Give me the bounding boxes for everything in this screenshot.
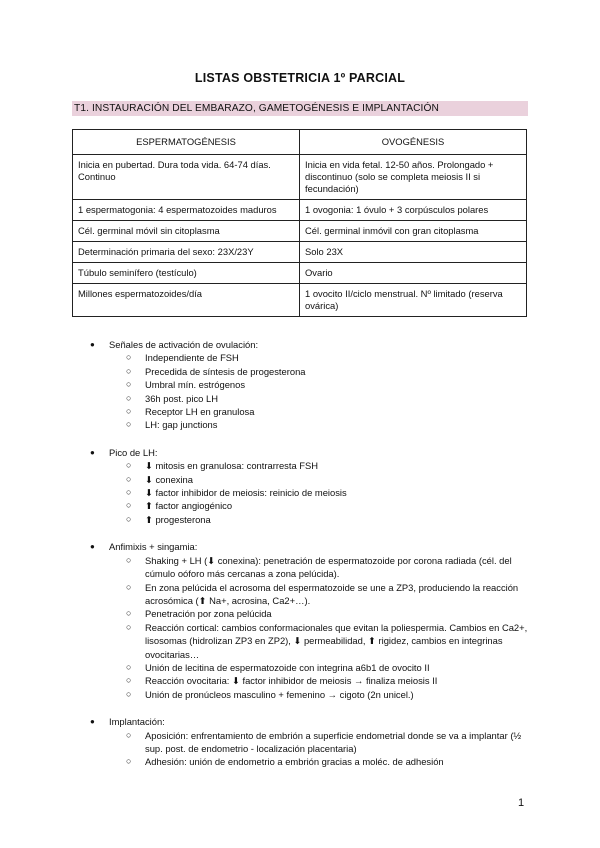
sub-list-text: Unión de lecitina de espermatozoide con integrina a6b1 de ovocito II [145,661,430,673]
circle-bullet-icon: ○ [126,621,132,632]
bullet-icon: ● [90,447,95,457]
sub-list-item [126,513,530,526]
circle-bullet-icon: ○ [126,379,132,390]
circle-bullet-icon: ○ [126,392,132,403]
circle-bullet-icon: ○ [126,473,132,484]
circle-bullet-icon: ○ [126,661,132,672]
table-cell: Ovario [300,263,527,284]
table-cell: Cél. germinal inmóvil con gran citoplasma [300,221,527,242]
sub-list-item [126,674,530,687]
page-number: 1 [518,797,525,809]
table-row [73,284,527,317]
sub-list-text: Receptor LH en granulosa [145,406,255,418]
sub-list-text: Aposición: enfrentamiento de embrión a superficie endometrial donde se va a implantar (½ sup. post. de endometrio - localización placentaria) [145,729,522,754]
sub-list-item [126,486,530,499]
circle-bullet-icon: ○ [126,675,132,686]
section-heading: T1. INSTAURACIÓN DEL EMBARAZO, GAMETOGÉNESIS E IMPLANTACIÓN [72,101,528,116]
column-header: OVOGÉNESIS [300,130,527,155]
circle-bullet-icon: ○ [126,581,132,592]
table-cell: Inicia en vida fetal. 12-50 años. Prolongado + discontinuo (solo se completa meiosis II si fecundación) [300,155,527,200]
sub-list [109,351,530,431]
table-row [73,263,527,284]
bullet-lists [90,338,530,783]
list-item [90,540,530,701]
sub-list-item [126,418,530,431]
sub-list-text: LH: gap junctions [145,419,218,431]
sub-list-item [126,607,530,620]
bullet-icon: ● [90,340,95,349]
circle-bullet-icon: ○ [126,688,132,699]
circle-bullet-icon: ○ [126,419,132,430]
circle-bullet-icon: ○ [126,487,132,498]
list-heading: Anfimixis + singamia: [109,541,198,553]
sub-list-item [126,365,530,378]
sub-list-text: 36h post. pico LH [145,392,218,404]
sub-list-text: En zona pelúcida el acrosoma del espermatozoide se une a ZP3, produciendo la reacción acrosómica (⬆ Na+, acrosina, Ca2+…). [145,581,519,606]
table-cell: Túbulo seminífero (testículo) [73,263,300,284]
circle-bullet-icon: ○ [126,406,132,417]
sub-list-text: ⬆ factor angiogénico [145,500,233,512]
sub-list-text: Reacción cortical: cambios conformacionales que evitan la poliespermia. Cambios en Ca2+, lisosomas (hidrolizan ZP3 en ZP2), ⬇ permeabilidad, ⬆ rigidez, cambios en integrinas ovocitarias… [145,621,528,660]
sub-list-text: ⬇ conexina [145,473,193,485]
sub-list-item [126,473,530,486]
table-row [73,155,527,200]
table-cell: 1 ovocito II/ciclo menstrual. Nº limitado (reserva ovárica) [300,284,527,317]
table-body [73,155,527,317]
circle-bullet-icon: ○ [126,608,132,619]
list-item [90,446,530,526]
bullet-icon: ● [90,717,95,727]
sub-list [109,554,530,701]
table-cell: Millones espermatozoides/día [73,284,300,317]
sub-list [109,459,530,526]
circle-bullet-icon: ○ [126,500,132,511]
sub-list-item [126,581,530,608]
sub-list-item [126,499,530,512]
table-cell: Cél. germinal móvil sin citoplasma [73,221,300,242]
sub-list-item [126,755,530,768]
table-header-row [73,130,527,155]
sub-list-text: Umbral mín. estrógenos [145,379,246,391]
outer-list [90,338,530,769]
circle-bullet-icon: ○ [126,554,132,565]
sub-list-text: Reacción ovocitaria: ⬇ factor inhibidor de meiosis → finaliza meiosis II [145,675,438,687]
list-heading: Pico de LH: [109,446,158,458]
sub-list-item [126,729,530,756]
sub-list-text: Unión de pronúcleos masculino + femenino → cigoto (2n unicel.) [145,688,414,700]
sub-list-item [126,459,530,472]
sub-list-text: Precedida de síntesis de progesterona [145,365,306,377]
sub-list-text: Shaking + LH (⬇ conexina): penetración de espermatozoide por corona radiada (cél. del cúmulo oóforo más cercanas a zona pelúcida). [145,554,512,580]
circle-bullet-icon: ○ [126,756,132,767]
sub-list-text: ⬇ factor inhibidor de meiosis: reinicio de meiosis [145,487,347,499]
bullet-icon: ● [90,542,95,552]
sub-list-item [126,661,530,674]
circle-bullet-icon: ○ [126,513,132,524]
table-row [73,242,527,263]
list-item [90,715,530,769]
sub-list-item [126,351,530,364]
sub-list-item [126,688,530,701]
table-row [73,221,527,242]
circle-bullet-icon: ○ [126,460,132,471]
sub-list-text: Adhesión: unión de endometrio a embrión gracias a moléc. de adhesión [145,756,444,768]
circle-bullet-icon: ○ [126,729,132,740]
table-cell: 1 ovogonia: 1 óvulo + 3 corpúsculos polares [300,200,527,221]
table-cell: Inicia en pubertad. Dura toda vida. 64-74 días. Continuo [73,155,300,200]
column-header: ESPERMATOGÉNESIS [73,130,300,155]
sub-list-item [126,378,530,391]
sub-list-text: ⬆ progesterona [145,513,211,525]
circle-bullet-icon: ○ [126,365,132,376]
sub-list-text: ⬇ mitosis en granulosa: contrarresta FSH [145,460,319,472]
list-heading: Implantación: [109,716,165,728]
sub-list-text: Penetración por zona pelúcida [145,608,272,620]
sub-list-item [126,392,530,405]
sub-list [109,729,530,769]
table-cell: Solo 23X [300,242,527,263]
table-row [73,200,527,221]
comparison-table [72,129,527,317]
sub-list-text: Independiente de FSH [145,352,239,364]
table-cell: 1 espermatogonia: 4 espermatozoides maduros [73,200,300,221]
sub-list-item [126,554,530,581]
sub-list-item [126,405,530,418]
circle-bullet-icon: ○ [126,352,132,363]
table-cell: Determinación primaria del sexo: 23X/23Y [73,242,300,263]
list-heading: Señales de activación de ovulación: [109,339,259,350]
list-item [90,338,530,432]
document-title: LISTAS OBSTETRICIA 1º PARCIAL [194,71,406,85]
sub-list-item [126,621,530,661]
